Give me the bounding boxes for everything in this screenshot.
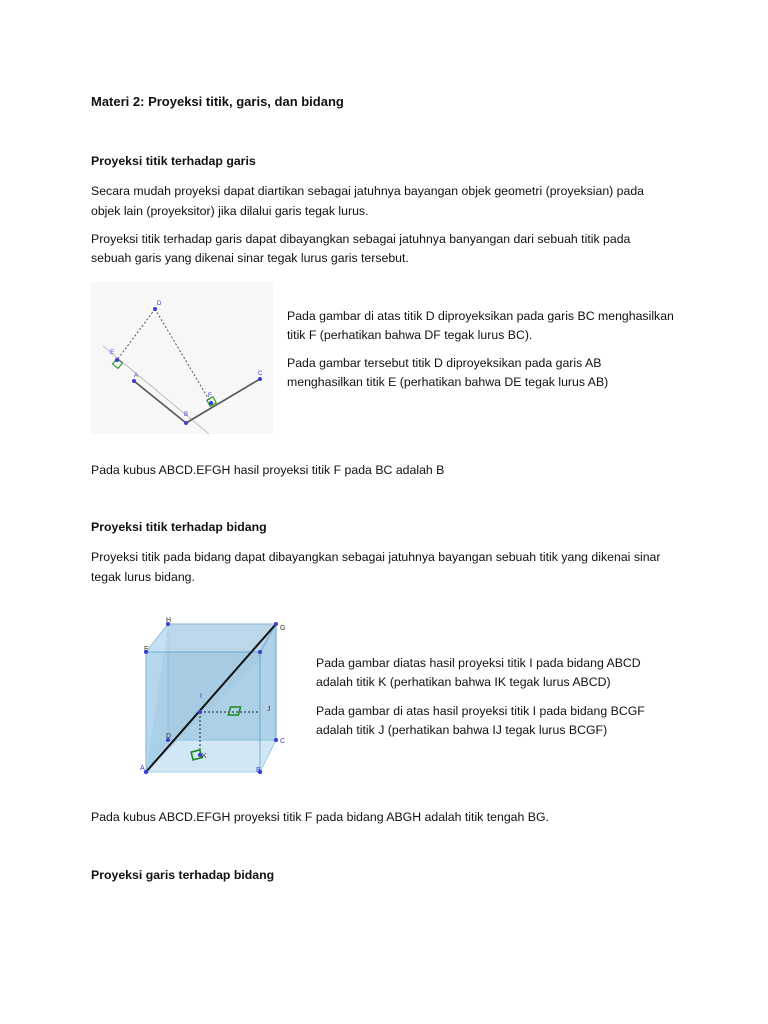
figure-caption-line: menghasilkan titik E (perhatikan bahwa DE tegak lurus AB) [287, 375, 609, 389]
example-statement: Pada kubus ABCD.EFGH hasil proyeksi titik F pada BC adalah B [91, 463, 445, 477]
label-f: F [208, 393, 212, 399]
figure-caption-line: Pada gambar tersebut titik D diproyeksikan pada garis AB [287, 356, 602, 370]
label-k: K [202, 753, 207, 760]
point-c [258, 377, 262, 381]
point-b [184, 421, 188, 425]
label-g: G [280, 625, 286, 632]
paragraph-line: tegak lurus bidang. [91, 570, 195, 584]
point-c [274, 738, 278, 742]
point-f [258, 650, 262, 654]
label-i: I [200, 693, 202, 700]
paragraph-line: sebuah garis yang dikenai sinar tegak lurus garis tersebut. [91, 251, 409, 265]
label-d: D [157, 301, 162, 307]
page-title: Materi 2: Proyeksi titik, garis, dan bidang [91, 94, 344, 109]
figure-caption-line: adalah titik K (perhatikan bahwa IK tegak lurus ABCD) [316, 675, 611, 689]
point-f [209, 401, 213, 405]
label-c: C [258, 371, 263, 377]
point-d [153, 307, 157, 311]
label-b: B [184, 412, 189, 418]
label-a: A [140, 765, 145, 772]
paragraph-line: Proyeksi titik pada bidang dapat dibayangkan sebagai jatuhnya bayangan sebuah titik yang dikenai sinar [91, 550, 661, 564]
point-i [198, 710, 202, 714]
figure-caption-line: Pada gambar di atas titik D diproyeksikan pada garis BC menghasilkan [287, 309, 674, 323]
section-heading-line-to-plane: Proyeksi garis terhadap bidang [91, 868, 275, 882]
figure-caption-line: titik F (perhatikan bahwa DF tegak lurus BC). [287, 328, 533, 342]
point-g [274, 622, 278, 626]
point-a [132, 379, 136, 383]
paragraph-line: objek lain (proyeksitor) jika dilalui garis tegak lurus. [91, 204, 369, 218]
example-statement: Pada kubus ABCD.EFGH proyeksi titik F pada bidang ABGH adalah titik tengah BG. [91, 810, 549, 824]
label-j: J [267, 706, 271, 713]
section-heading-point-to-line: Proyeksi titik terhadap garis [91, 154, 256, 168]
paragraph-line: Secara mudah proyeksi dapat diartikan sebagai jatuhnya bayangan objek geometri (proyeksian) pada [91, 184, 645, 198]
figure-caption-line: adalah titik J (perhatikan bahwa IJ tegak lurus BCGF) [316, 723, 608, 737]
point-e [115, 358, 119, 362]
label-c: C [280, 738, 286, 745]
figure-caption-line: Pada gambar diatas hasil proyeksi titik I pada bidang ABCD [316, 656, 641, 670]
figure-caption-line: Pada gambar di atas hasil proyeksi titik I pada bidang BCGF [316, 704, 645, 718]
label-b: B [256, 767, 261, 774]
paragraph-line: Proyeksi titik terhadap garis dapat dibayangkan sebagai jatuhnya banyangan dari sebuah titik pada [91, 232, 631, 246]
figure-cube-projection [136, 612, 296, 782]
label-a: A [134, 373, 139, 379]
label-h: H [166, 617, 172, 624]
label-e: E [144, 646, 149, 653]
cube-top-face [146, 624, 276, 652]
label-e: E [110, 350, 115, 356]
section-heading-point-to-plane: Proyeksi titik terhadap bidang [91, 520, 267, 534]
figure-point-line-projection [91, 282, 273, 434]
label-d: D [166, 733, 172, 740]
